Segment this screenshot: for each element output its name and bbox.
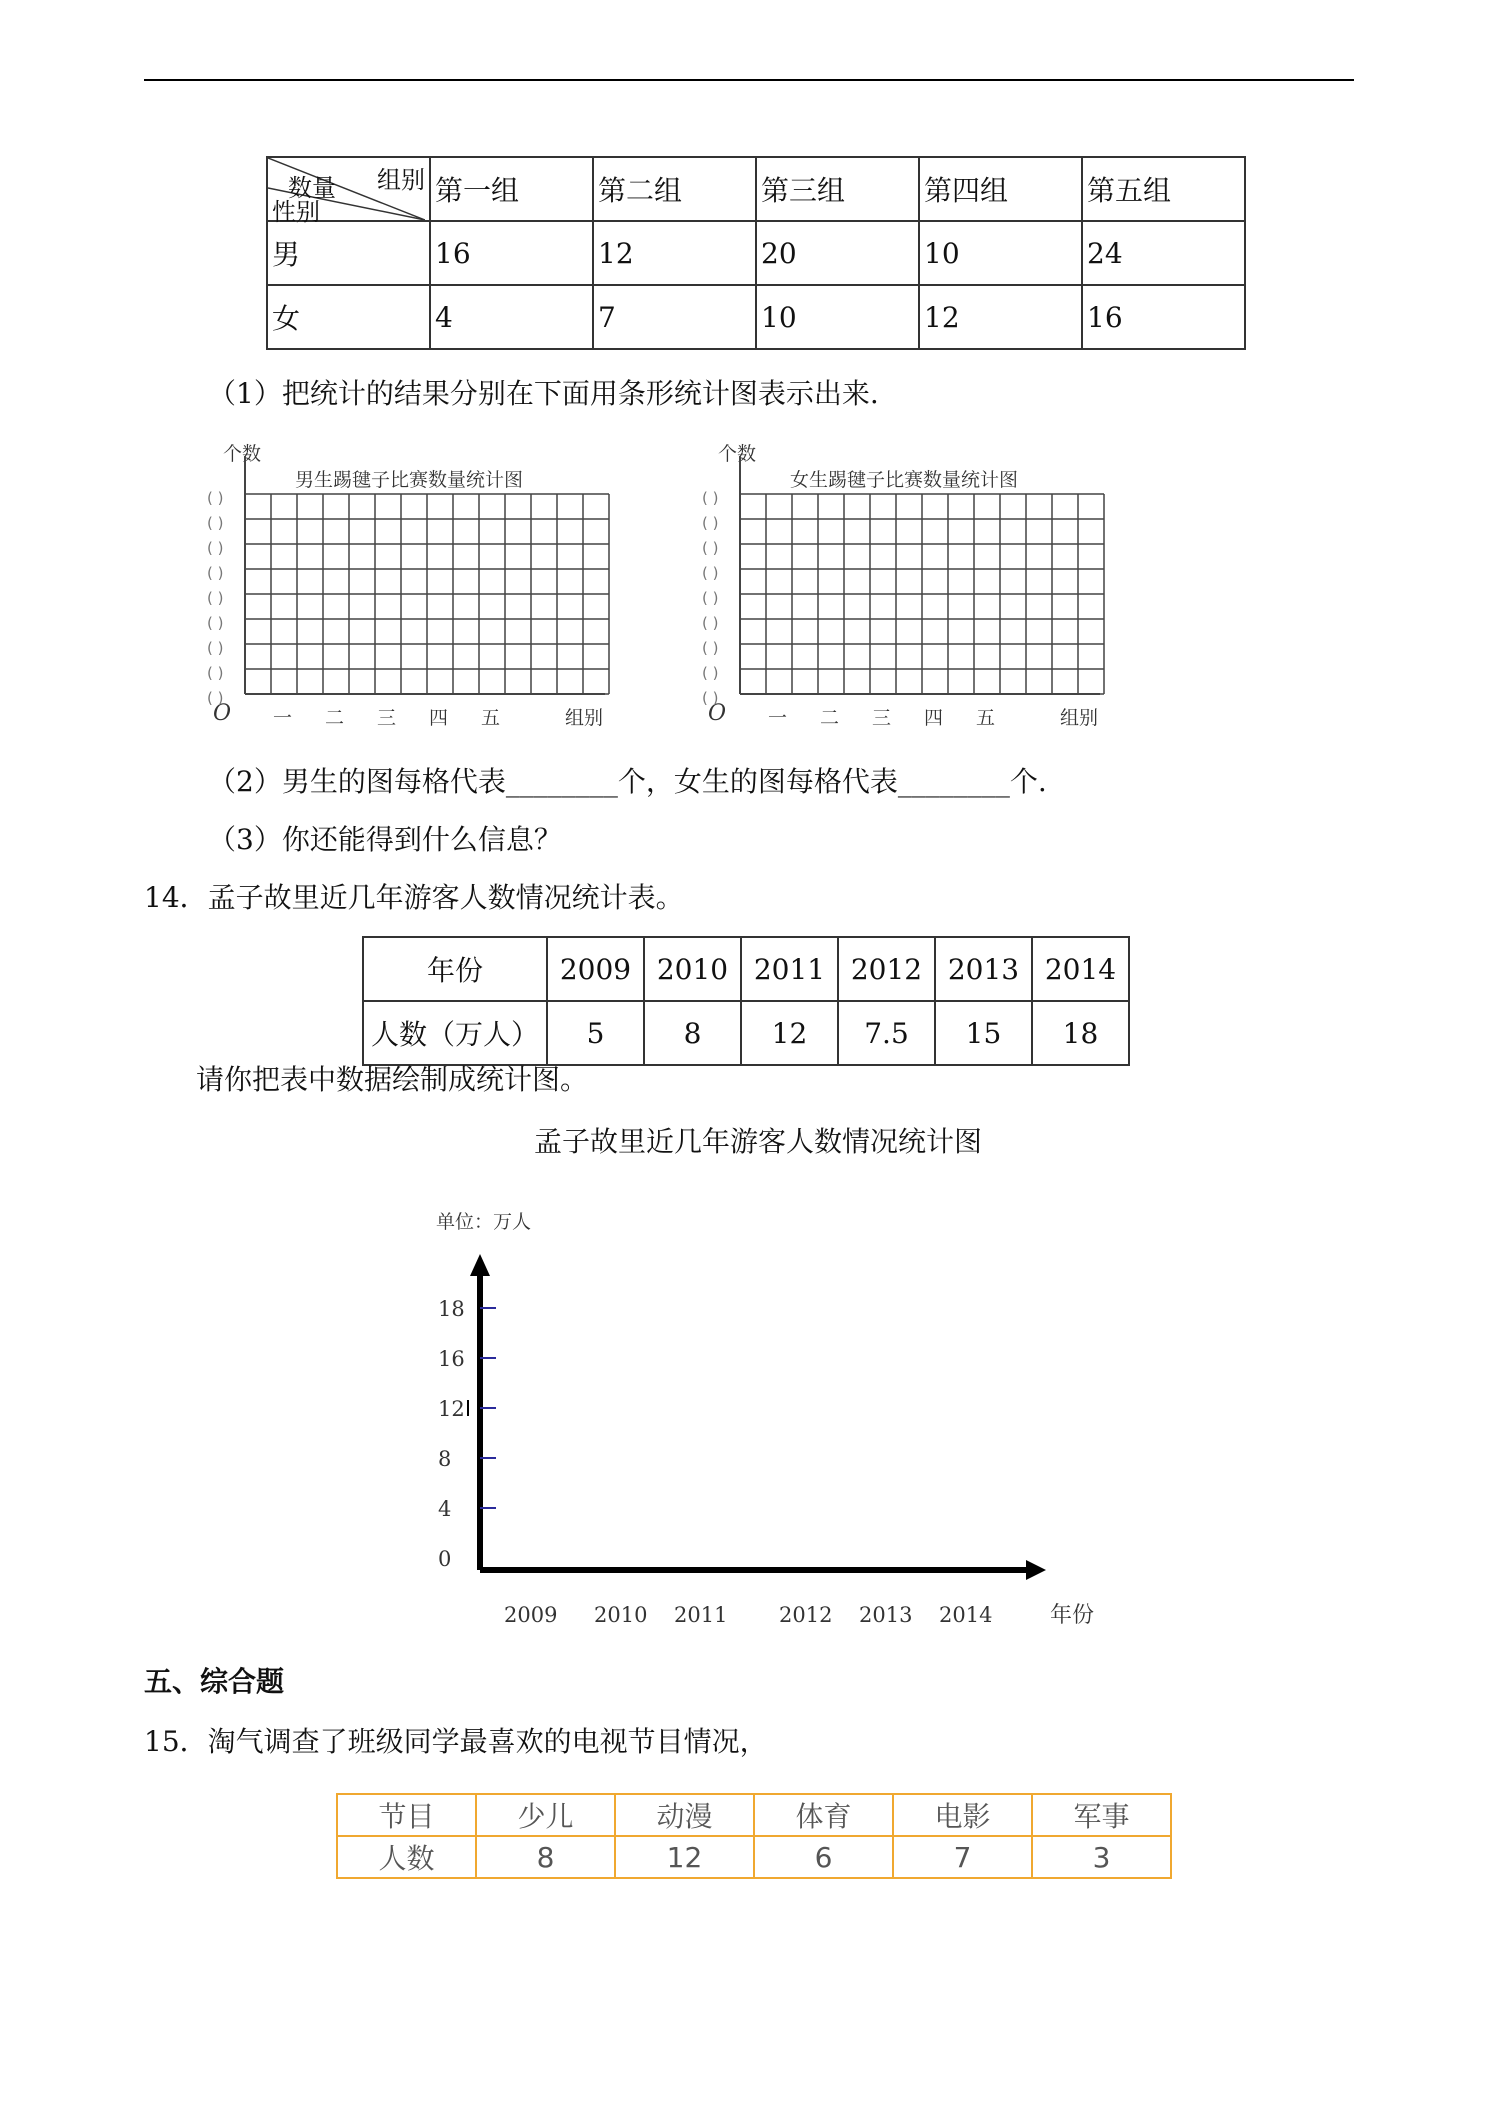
y-tick-placeholder: ( ) [207, 489, 224, 507]
cell: 20 [756, 221, 919, 285]
row-label: 人数 [337, 1836, 476, 1878]
visitor-chart-svg [380, 1200, 1120, 1640]
row-label: 人数（万人） [363, 1001, 547, 1065]
q15-stem: 15．淘气调查了班级同学最喜欢的电视节目情况， [144, 1725, 768, 1758]
cell: 5 [547, 1001, 644, 1065]
x-tick-label: 2013 [859, 1603, 913, 1627]
origin-label: O [213, 701, 232, 726]
col-header: 第四组 [919, 157, 1082, 221]
x-tick-label: 五 [976, 707, 996, 729]
cell: 电影 [893, 1794, 1032, 1836]
grid-chart-girls [700, 436, 1120, 746]
x-tick-label: 四 [924, 707, 944, 729]
cell: 体育 [754, 1794, 893, 1836]
y-tick-placeholder: ( ) [702, 539, 719, 557]
corner-top-right: 组别 [377, 166, 425, 194]
cell: 3 [1032, 1836, 1171, 1878]
y-tick-placeholder: ( ) [207, 539, 224, 557]
x-tick-label: 一 [768, 707, 788, 729]
y-tick-placeholder: ( ) [702, 614, 719, 632]
y-tick-placeholder: ( ) [702, 589, 719, 607]
y-tick-label: 0 [438, 1547, 452, 1571]
y-tick-placeholder: ( ) [207, 689, 224, 707]
y-axis-arrow [470, 1254, 490, 1276]
top-rule [144, 79, 1354, 81]
xlabel: 年份 [1050, 1603, 1095, 1628]
q13-part3: （3）你还能得到什么信息？ [208, 823, 562, 856]
col-header: 第一组 [430, 157, 593, 221]
cell: 12 [593, 221, 756, 285]
row-label: 年份 [363, 937, 547, 1001]
x-tick-label: 2012 [779, 1603, 833, 1627]
cell: 24 [1082, 221, 1245, 285]
y-tick-label: 16 [438, 1347, 465, 1371]
cell: 16 [1082, 285, 1245, 349]
x-tick-label: 2010 [594, 1603, 648, 1627]
y-tick-label: 18 [438, 1297, 465, 1321]
visitor-chart [380, 1200, 1120, 1640]
cell: 10 [756, 285, 919, 349]
q13-part1: （1）把统计的结果分别在下面用条形统计图表示出来. [208, 377, 879, 410]
cell: 少儿 [476, 1794, 615, 1836]
visitor-table [362, 936, 1130, 1066]
y-tick-placeholder: ( ) [702, 639, 719, 657]
y-tick-placeholder: ( ) [207, 589, 224, 607]
cell: 2013 [935, 937, 1032, 1001]
cell: 7.5 [838, 1001, 935, 1065]
x-tick-label: 二 [325, 707, 345, 729]
x-tick-label: 四 [429, 707, 449, 729]
col-header: 第三组 [756, 157, 919, 221]
x-tick-label: 2011 [674, 1603, 728, 1627]
x-tick-label: 三 [872, 707, 892, 729]
q14-chart-title: 孟子故里近几年游客人数情况统计图 [534, 1125, 983, 1158]
origin-label: O [708, 701, 727, 726]
cell: 2014 [1032, 937, 1129, 1001]
xlabel: 组别 [565, 707, 604, 729]
cell: 12 [615, 1836, 754, 1878]
y-tick-label: 4 [438, 1497, 452, 1521]
y-tick-placeholder: ( ) [702, 489, 719, 507]
cell: 7 [593, 285, 756, 349]
q13-part2: （2）男生的图每格代表________个，女生的图每格代表________个. [208, 765, 1047, 798]
cell: 2009 [547, 937, 644, 1001]
cell: 15 [935, 1001, 1032, 1065]
cell: 12 [919, 285, 1082, 349]
row-label: 节目 [337, 1794, 476, 1836]
xlabel: 组别 [1060, 707, 1099, 729]
x-axis-arrow [1026, 1560, 1046, 1580]
chart-title: 女生踢毽子比赛数量统计图 [790, 469, 1019, 491]
col-header: 第五组 [1082, 157, 1245, 221]
cell: 8 [476, 1836, 615, 1878]
cell: 2011 [741, 937, 838, 1001]
cell: 4 [430, 285, 593, 349]
x-tick-label: 三 [377, 707, 397, 729]
cell: 动漫 [615, 1794, 754, 1836]
ylabel: 个数 [718, 443, 757, 465]
col-header: 第二组 [593, 157, 756, 221]
y-tick-placeholder: ( ) [702, 689, 719, 707]
y-axis-unit: 单位：万人 [436, 1211, 532, 1233]
row-label: 男 [267, 221, 430, 285]
q14-instruction: 请你把表中数据绘制成统计图。 [196, 1063, 589, 1096]
cell: 8 [644, 1001, 741, 1065]
x-tick-label: 五 [481, 707, 501, 729]
x-tick-label: 2014 [939, 1603, 993, 1627]
cell: 2012 [838, 937, 935, 1001]
q14-stem: 14．孟子故里近几年游客人数情况统计表。 [144, 881, 684, 914]
y-tick-placeholder: ( ) [702, 664, 719, 682]
y-tick-placeholder: ( ) [702, 564, 719, 582]
section-heading: 五、综合题 [144, 1665, 285, 1698]
header-corner-cell [267, 157, 430, 226]
cell: 2010 [644, 937, 741, 1001]
cell: 6 [754, 1836, 893, 1878]
ylabel: 个数 [223, 443, 262, 465]
cell: 军事 [1032, 1794, 1171, 1836]
chart-title: 男生踢毽子比赛数量统计图 [295, 469, 524, 491]
grid-chart-boys [205, 436, 625, 746]
tv-program-table [336, 1793, 1172, 1879]
cell: 12 [741, 1001, 838, 1065]
cell: 16 [430, 221, 593, 285]
cell: 18 [1032, 1001, 1129, 1065]
y-tick-placeholder: ( ) [207, 614, 224, 632]
row-label: 女 [267, 285, 430, 349]
x-tick-label: 一 [273, 707, 293, 729]
cell: 10 [919, 221, 1082, 285]
grid-chart-boys-svg [205, 436, 625, 746]
y-tick-placeholder: ( ) [207, 564, 224, 582]
y-tick-placeholder: ( ) [207, 664, 224, 682]
group-score-table [266, 156, 1246, 350]
y-tick-placeholder: ( ) [207, 514, 224, 532]
y-tick-placeholder: ( ) [207, 639, 224, 657]
corner-bottom-left: 性别 [272, 198, 320, 226]
grid-chart-girls-svg [700, 436, 1120, 746]
y-tick-placeholder: ( ) [702, 514, 719, 532]
cell: 7 [893, 1836, 1032, 1878]
y-tick-label: 12 [438, 1397, 465, 1421]
corner-middle: 数量 [288, 174, 336, 202]
y-tick-label: 8 [438, 1447, 452, 1471]
x-tick-label: 2009 [504, 1603, 558, 1627]
x-tick-label: 二 [820, 707, 840, 729]
